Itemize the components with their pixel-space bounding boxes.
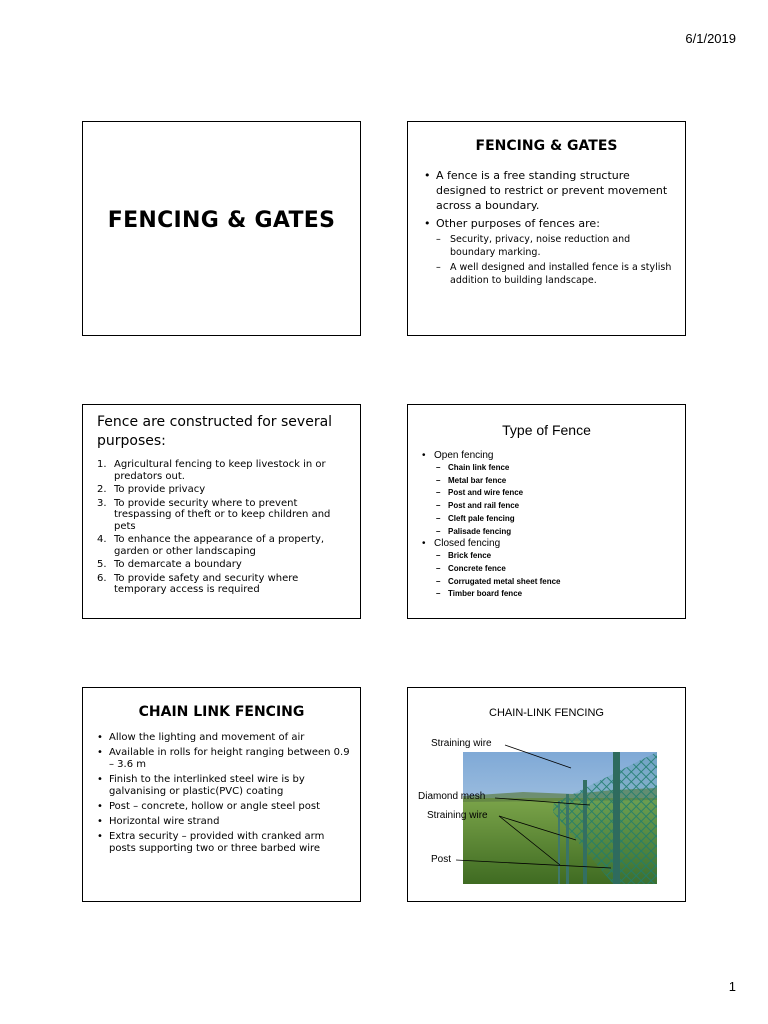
bullet-item: • Finish to the interlinked steel wire is by galvanising or plastic(PVC) coating — [97, 774, 350, 798]
bullet-item: • Allow the lighting and movement of air — [97, 732, 350, 744]
slide-2-bullets — [424, 168, 675, 287]
slide-5-bullets — [97, 732, 350, 855]
list-item — [97, 459, 348, 482]
purposes-list — [97, 459, 348, 596]
slide-4-body — [422, 450, 675, 601]
item-text: To provide safety and security where temporary access is required — [114, 572, 299, 595]
list-item — [97, 484, 348, 496]
slide-1-title — [82, 121, 361, 336]
item-number: 4. — [97, 534, 107, 545]
list-item: – Concrete fence — [436, 563, 675, 576]
bullet-item: • Post – concrete, hollow or angle steel post — [97, 801, 350, 813]
list-item — [97, 498, 348, 533]
slide-3-heading: Fence are constructed for several purposes: — [97, 414, 333, 449]
item-text: To provide privacy — [114, 484, 206, 495]
bullet-text: Other purposes of fences are: — [436, 217, 600, 230]
label-diamond-mesh: Diamond mesh — [418, 791, 486, 802]
item-number: 6. — [97, 572, 107, 584]
slide-2-heading: FENCING & GATES — [475, 138, 618, 154]
list-item: – Corrugated metal sheet fence — [436, 576, 675, 589]
group-label: Closed fencing — [434, 538, 501, 550]
closed-fencing-group — [422, 538, 675, 601]
list-item: – Palisade fencing — [436, 526, 675, 539]
slide-6-heading: CHAIN-LINK FENCING — [489, 707, 604, 719]
bullet-item: • Available in rolls for height ranging between 0.9 – 3.6 m — [97, 747, 350, 771]
slide-2-sub-bullets — [436, 233, 675, 287]
list-item: – Brick fence — [436, 550, 675, 563]
bullet-item: • Horizontal wire strand — [97, 816, 350, 828]
list-item — [97, 573, 348, 596]
label-straining-wire-top: Straining wire — [431, 738, 492, 749]
item-number: 5. — [97, 559, 107, 570]
item-number: 3. — [97, 497, 107, 509]
item-text: To enhance the appearance of a property, garden or other landscaping — [114, 534, 325, 557]
slide-3-purposes — [82, 404, 361, 619]
item-number: 2. — [97, 484, 107, 495]
list-item — [97, 534, 348, 557]
slide-1-heading: FENCING & GATES — [107, 208, 336, 233]
bullet-item: • A fence is a free standing structure designed to restrict or prevent movement across a boundary. — [424, 168, 675, 213]
page-number: 1 — [728, 979, 736, 994]
sub-bullet-item: – A well designed and installed fence is a stylish addition to building landscape. — [436, 261, 675, 287]
bullet-item: • Extra security – provided with cranked arm posts supporting two or three barbed wire — [97, 831, 350, 855]
list-item: – Post and rail fence — [436, 500, 675, 513]
item-text: To provide security where to prevent trespassing of theft or to keep children and pets — [114, 497, 331, 532]
list-item: – Cleft pale fencing — [436, 513, 675, 526]
item-text: To demarcate a boundary — [114, 559, 242, 570]
closed-fencing-list — [436, 550, 675, 601]
item-number: 1. — [97, 459, 107, 470]
slide-2-body — [424, 168, 675, 287]
slide-4-heading: Type of Fence — [502, 422, 591, 438]
list-item: – Timber board fence — [436, 588, 675, 601]
list-item: – Metal bar fence — [436, 475, 675, 488]
slide-2-definition — [407, 121, 686, 336]
list-item: – Chain link fence — [436, 462, 675, 475]
list-item: – Post and wire fence — [436, 487, 675, 500]
open-fencing-list — [436, 462, 675, 538]
slide-5-heading: CHAIN LINK FENCING — [138, 704, 305, 720]
slide-6-chain-link-diagram — [407, 687, 686, 902]
page-date: 6/1/2019 — [685, 31, 736, 46]
label-post: Post — [431, 854, 452, 865]
label-straining-wire-mid: Straining wire — [427, 810, 488, 821]
list-item — [97, 559, 348, 571]
slide-4-fence-types — [407, 404, 686, 619]
slide-5-chain-link — [82, 687, 361, 902]
bullet-item — [424, 216, 675, 287]
open-fencing-group — [422, 450, 675, 538]
group-label: Open fencing — [434, 450, 494, 461]
sub-bullet-item: – Security, privacy, noise reduction and boundary marking. — [436, 233, 675, 259]
fence-type-groups — [422, 450, 675, 601]
item-text: Agricultural fencing to keep livestock in or predators out. — [114, 459, 326, 482]
slide-5-body — [97, 732, 350, 855]
